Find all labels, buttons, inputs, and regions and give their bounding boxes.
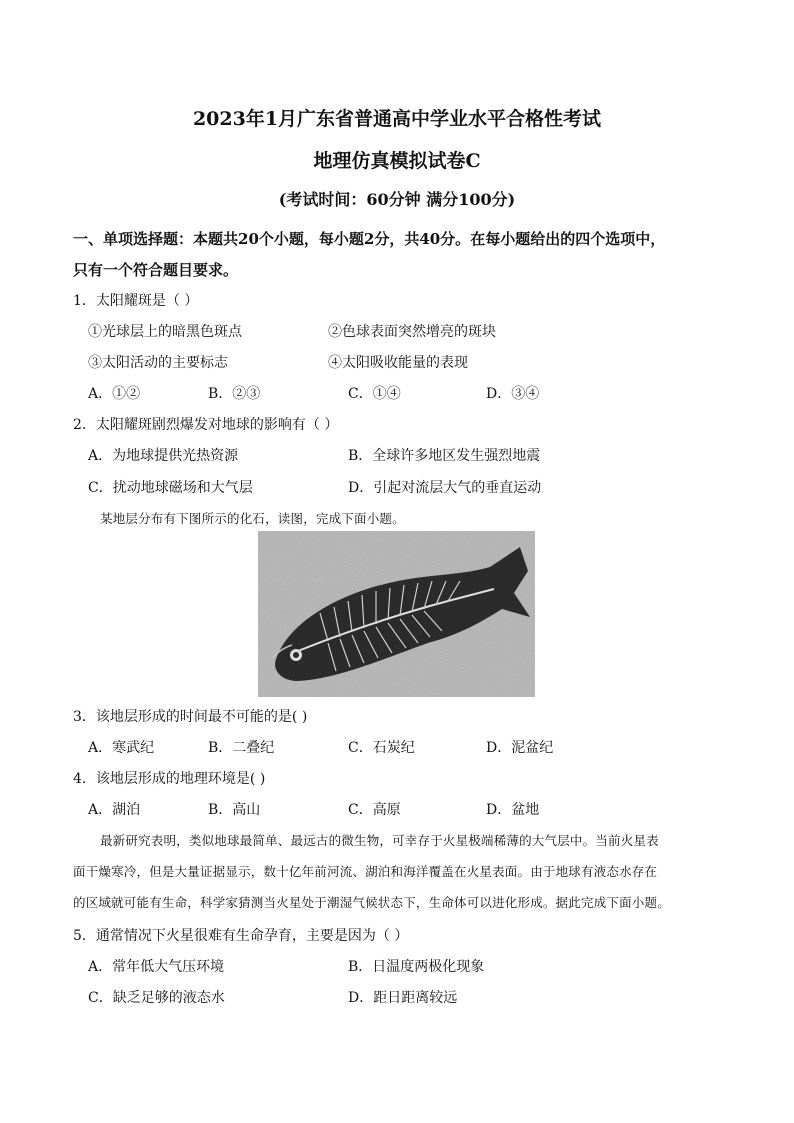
question-5-option-c: C．缺乏足够的液态水	[88, 990, 225, 1006]
mars-passage-line1: 最新研究表明，类似地球最简单、最远古的微生物，可幸存于火星极端稀薄的大气层中。当前火星表	[100, 833, 659, 848]
fossil-intro: 某地层分布有下图所示的化石，读图，完成下面小题。	[100, 511, 405, 526]
mars-passage-line2: 面干燥寒冷，但是大量证据显示，数十亿年前河流、湖泊和海洋覆盖在火星表面。由于地球有液态水存在	[73, 864, 658, 879]
section-heading-line2: 只有一个符合题目要求。	[73, 261, 239, 279]
question-1-option-b: B．②③	[208, 386, 261, 402]
question-3-option-b: B．二叠纪	[208, 740, 275, 756]
question-4-stem: 4．该地层形成的地理环境是( )	[73, 771, 266, 787]
question-4-option-c: C．高原	[348, 802, 401, 818]
fish-fossil-image	[258, 531, 535, 697]
question-2-option-c: C．扰动地球磁场和大气层	[88, 480, 253, 496]
question-4-option-d: D．盆地	[486, 802, 540, 818]
question-3-stem: 3．该地层形成的时间最不可能的是( )	[73, 709, 308, 725]
question-5-option-d: D．距日距离较远	[348, 990, 458, 1006]
exam-info: (考试时间：60分钟 满分100分)	[278, 190, 516, 209]
question-2-option-a: A．为地球提供光热资源	[88, 448, 239, 464]
exam-title: 2023年1月广东省普通高中学业水平合格性考试	[192, 108, 602, 130]
question-3-option-d: D．泥盆纪	[486, 740, 554, 756]
question-3-option-a: A．寒武纪	[88, 740, 155, 756]
question-5-option-a: A．常年低大气压环境	[88, 959, 225, 975]
question-2-option-b: B．全球许多地区发生强烈地震	[348, 448, 541, 464]
question-4-option-a: A．湖泊	[88, 802, 141, 818]
question-1-option-c: C．①④	[348, 386, 401, 402]
question-5-stem: 5．通常情况下火星很难有生命孕育，主要是因为（ ）	[73, 928, 409, 944]
exam-subtitle: 地理仿真模拟试卷C	[313, 150, 481, 172]
question-1-statement-4: ④太阳吸收能量的表现	[328, 355, 468, 371]
question-1-stem: 1．太阳耀斑是（ ）	[73, 293, 199, 309]
question-1-statement-2: ②色球表面突然增亮的斑块	[328, 324, 496, 340]
question-5-option-b: B．日温度两极化现象	[348, 959, 485, 975]
question-4-option-b: B．高山	[208, 802, 261, 818]
question-3-option-c: C．石炭纪	[348, 740, 415, 756]
question-1-option-a: A．①②	[88, 386, 141, 402]
mars-passage-line3: 的区域就可能有生命，科学家猜测当火星处于潮湿气候状态下，生命体可以进化形成。据此完成下面小题。	[73, 895, 670, 910]
question-2-option-d: D．引起对流层大气的垂直运动	[348, 480, 542, 496]
question-1-option-d: D．③④	[486, 386, 540, 402]
question-2-stem: 2．太阳耀斑剧烈爆发对地球的影响有（ ）	[73, 417, 339, 433]
section-heading-line1: 一、单项选择题：本题共20个小题，每小题2分，共40分。在每小题给出的四个选项中，	[73, 230, 666, 248]
question-1-statement-3: ③太阳活动的主要标志	[88, 355, 228, 371]
question-1-statement-1: ①光球层上的暗黑色斑点	[88, 324, 242, 340]
